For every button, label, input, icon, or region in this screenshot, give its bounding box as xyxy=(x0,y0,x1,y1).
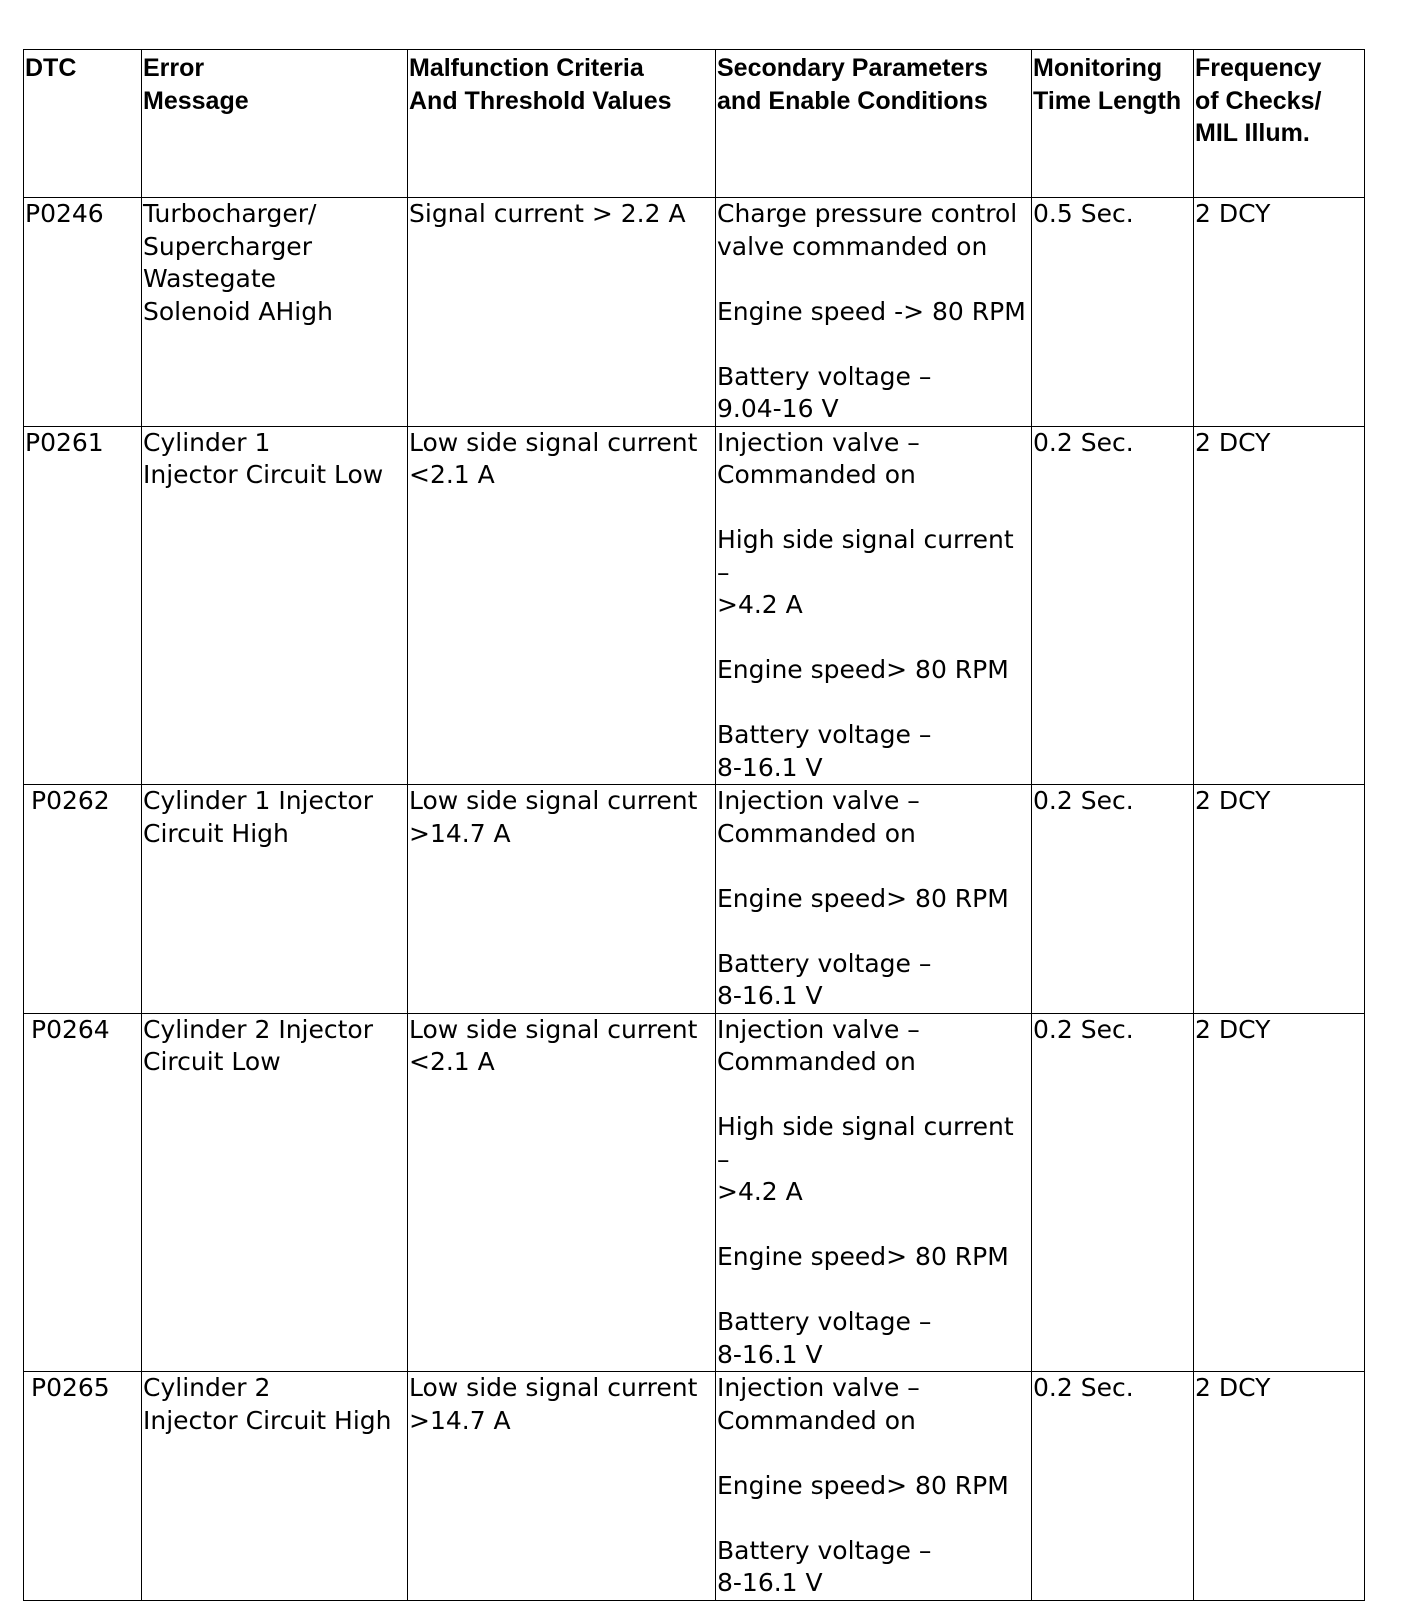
dtc-code xyxy=(24,198,142,427)
error-message xyxy=(142,1013,408,1372)
check-frequency-text: 2 DCY xyxy=(1195,427,1271,457)
header-line: And Threshold Values xyxy=(409,86,672,115)
paragraph-gap xyxy=(717,492,1031,525)
header-line: Frequency xyxy=(1195,54,1322,82)
malfunction-criteria-text: Low side signal current <2.1 A xyxy=(409,427,698,489)
check-frequency-text: 2 DCY xyxy=(1195,199,1271,228)
check-frequency xyxy=(1194,1372,1365,1601)
error-message xyxy=(142,198,408,427)
check-frequency xyxy=(1194,1013,1365,1372)
paragraph-gap xyxy=(717,622,1031,655)
secondary-parameter: High side signal current – >4.2 A xyxy=(717,525,1014,619)
error-message-text: Cylinder 1 Injector Circuit Low xyxy=(143,427,384,489)
secondary-parameters xyxy=(716,198,1032,427)
check-frequency xyxy=(1194,426,1365,785)
malfunction-criteria xyxy=(408,1013,716,1372)
paragraph-gap xyxy=(717,915,1031,948)
malfunction-criteria-text: Low side signal current >14.7 A xyxy=(409,1373,698,1435)
check-frequency xyxy=(1194,785,1365,1014)
monitoring-time-text: 0.2 Sec. xyxy=(1033,786,1134,815)
malfunction-criteria xyxy=(408,198,716,427)
dtc-code-text: P0262 xyxy=(31,786,110,815)
header-line: Error xyxy=(143,54,205,82)
malfunction-criteria xyxy=(408,426,716,785)
monitoring-time-text: 0.2 Sec. xyxy=(1033,427,1134,457)
secondary-parameters xyxy=(716,785,1032,1014)
table-row xyxy=(24,198,1365,427)
dtc-code xyxy=(24,1013,142,1372)
secondary-parameters xyxy=(716,1372,1032,1601)
error-message xyxy=(142,785,408,1014)
dtc-table xyxy=(23,49,1365,1601)
secondary-parameter: Engine speed -> 80 RPM xyxy=(717,296,1026,326)
secondary-parameter: Battery voltage – 9.04-16 V xyxy=(717,361,932,423)
header-monitoring-time xyxy=(1032,50,1194,198)
check-frequency-text: 2 DCY xyxy=(1195,786,1271,815)
monitoring-time xyxy=(1032,198,1194,427)
error-message-text: Cylinder 2 Injector Circuit Low xyxy=(143,1014,373,1076)
secondary-parameter: Battery voltage – 8-16.1 V xyxy=(717,1535,932,1597)
monitoring-time-text: 0.5 Sec. xyxy=(1033,199,1134,228)
secondary-parameter: Injection valve – Commanded on xyxy=(717,427,920,489)
secondary-parameter: Engine speed> 80 RPM xyxy=(717,1242,1009,1271)
error-message-text: Turbocharger/ Supercharger Wastegate Solenoid AHigh xyxy=(143,199,333,326)
secondary-parameter: Engine speed> 80 RPM xyxy=(717,1470,1009,1500)
dtc-code-text: P0265 xyxy=(31,1373,110,1402)
malfunction-criteria-text: Low side signal current <2.1 A xyxy=(409,1014,698,1076)
error-message xyxy=(142,426,408,785)
paragraph-gap xyxy=(717,850,1031,883)
malfunction-criteria-text: Signal current > 2.2 A xyxy=(409,199,686,228)
dtc-code-text: P0246 xyxy=(25,199,104,228)
table-row xyxy=(24,1013,1365,1372)
paragraph-gap xyxy=(717,1079,1031,1112)
secondary-parameters xyxy=(716,426,1032,785)
secondary-parameter: Charge pressure control valve commanded on xyxy=(717,199,1018,261)
paragraph-gap xyxy=(717,328,1031,361)
table-row xyxy=(24,785,1365,1014)
header-line: and Enable Conditions xyxy=(717,86,988,115)
check-frequency-text: 2 DCY xyxy=(1195,1014,1271,1044)
dtc-code xyxy=(24,426,142,785)
paragraph-gap xyxy=(717,1437,1031,1470)
header-secondary-parameters xyxy=(716,50,1032,198)
monitoring-time-text: 0.2 Sec. xyxy=(1033,1014,1134,1044)
error-message xyxy=(142,1372,408,1601)
malfunction-criteria xyxy=(408,1372,716,1601)
secondary-parameter: Battery voltage – 8-16.1 V xyxy=(717,1307,932,1369)
header-error-message xyxy=(142,50,408,198)
monitoring-time xyxy=(1032,426,1194,785)
secondary-parameter: Battery voltage – 8-16.1 V xyxy=(717,720,932,782)
secondary-parameter: Injection valve – Commanded on xyxy=(717,786,920,848)
paragraph-gap xyxy=(717,263,1031,296)
error-message-text: Cylinder 1 Injector Circuit High xyxy=(143,786,373,848)
malfunction-criteria-text: Low side signal current >14.7 A xyxy=(409,786,698,848)
secondary-parameter: High side signal current – >4.2 A xyxy=(717,1112,1014,1206)
malfunction-criteria xyxy=(408,785,716,1014)
paragraph-gap xyxy=(717,1274,1031,1307)
header-line: MIL Illum. xyxy=(1195,119,1310,147)
header-dtc-line: DTC xyxy=(25,54,77,82)
check-frequency-text: 2 DCY xyxy=(1195,1373,1271,1402)
header-line: Time Length xyxy=(1033,86,1182,115)
monitoring-time-text: 0.2 Sec. xyxy=(1033,1373,1134,1402)
check-frequency xyxy=(1194,198,1365,427)
header-row xyxy=(24,50,1365,198)
secondary-parameter: Battery voltage – 8-16.1 V xyxy=(717,948,932,1010)
table-row xyxy=(24,426,1365,785)
error-message-text: Cylinder 2 Injector Circuit High xyxy=(143,1373,392,1435)
header-line: Secondary Parameters xyxy=(717,54,988,82)
dtc-code-text: P0261 xyxy=(25,427,104,457)
header-line: of Checks/ xyxy=(1195,86,1322,115)
header-line: Monitoring xyxy=(1033,54,1163,82)
secondary-parameter: Injection valve – Commanded on xyxy=(717,1014,920,1076)
header-line: Message xyxy=(143,86,249,115)
table-row xyxy=(24,1372,1365,1601)
secondary-parameter: Engine speed> 80 RPM xyxy=(717,655,1009,684)
secondary-parameters xyxy=(716,1013,1032,1372)
header-dtc xyxy=(24,50,142,198)
paragraph-gap xyxy=(717,1502,1031,1535)
monitoring-time xyxy=(1032,785,1194,1014)
header-frequency xyxy=(1194,50,1365,198)
dtc-code xyxy=(24,1372,142,1601)
dtc-code xyxy=(24,785,142,1014)
secondary-parameter: Injection valve – Commanded on xyxy=(717,1373,920,1435)
header-malfunction-criteria xyxy=(408,50,716,198)
monitoring-time xyxy=(1032,1013,1194,1372)
table-body xyxy=(24,198,1365,1601)
dtc-code-text: P0264 xyxy=(31,1014,110,1044)
secondary-parameter: Engine speed> 80 RPM xyxy=(717,883,1009,913)
monitoring-time xyxy=(1032,1372,1194,1601)
paragraph-gap xyxy=(717,1209,1031,1242)
header-line: Malfunction Criteria xyxy=(409,54,644,82)
paragraph-gap xyxy=(717,687,1031,720)
